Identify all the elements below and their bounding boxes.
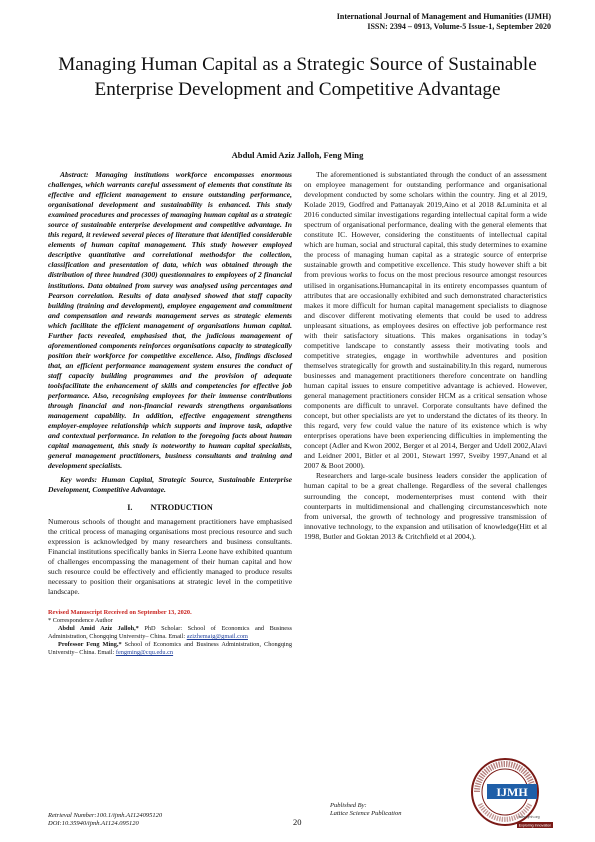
journal-header xyxy=(337,12,551,32)
author1-note xyxy=(48,625,292,641)
publisher-info xyxy=(330,802,401,818)
author1-email[interactable]: azizhemaig@gmail.com xyxy=(186,633,248,641)
revised-note: Revised Manuscript Received on September 13, 2020. xyxy=(48,608,192,616)
author2-note xyxy=(48,641,292,657)
section-title: NTRODUCTION xyxy=(150,502,213,512)
correspondence-note: * Correspondence Author xyxy=(48,617,113,625)
left-column xyxy=(48,170,292,657)
author2-name: Professor Feng Ming,* xyxy=(58,641,122,649)
footer-retrieval xyxy=(48,812,162,828)
journal-name: International Journal of Management and Humanities (IJMH) xyxy=(336,12,551,21)
footnotes xyxy=(48,609,292,658)
author1-affiliation: PhD Scholar: School of Economics and Business Administration, Chongqing University– China. Email: xyxy=(48,625,292,641)
retrieval-number: Retrieval Number:100.1/ijmh.A1124095120 xyxy=(48,812,163,819)
section-heading xyxy=(48,503,292,513)
seal-site: www.ijmh.org xyxy=(518,815,540,819)
seal-abbreviation: IJMH xyxy=(496,785,528,799)
published-by-label: Published By: xyxy=(330,802,367,809)
seal-tagline: Exploring Innovation xyxy=(518,823,552,828)
body-paragraph-1: The aforementioned is substantiated through the conduct of an assessment on employee management for outstanding performance and organisational development conducted by some scholars within the country. Jing et al 2019, Kolade 2019, Godfred and Pattanayak 2019,Aino et al 2018 &Luminita et al 2016 conducted similar investigations regarding intellectual capital form a wide spectrum of organisational performance, dealing with the general elements that constitute IC. However, considering the constituents of intellectual capital which are human, social and structural capital, this study determines to examine the process of managing human capital as a strategic source of enterprise sustainable growth and competitive excellence. This study however shift a bit from previous works to focus on the most precious resource amongst resources utilised in organisations.Humancapital in its entirety encompasses quantum of attributes that are occasionally exhibited and such demonstrated characteristics makes it more difficult for human capital management specialists to diagnose and discover different motivating elements that could be used to address unpleasant situations, as employees desires on effective job performance rest with their satisfactory situations. This makes organisations in today’s competitive landscape to constantly assess their motivating tools and competitive strategies, engage in worthwhile adventures and position themselves strategically for growth and sustainability.In this regard, numerous businesses and management practitioners therefore concentrate on handling human capital issues to ensure competitive advantage is achieved. However, general management practitioners consider HCM as a critical sensation whose components are difficult to unravel. Corporate consultants have defined the concept, but other specialists are yet to understand the dictates of its theory. In this regard, very few could value the nature of its existence which is why enterprises operations have been experiencing difficulties in implementing the concept (Adler and Kwon 2002, Berger et al 2014, Berger and Udell 2002,Alavi and Leidner 2001, Bitler et al 2001, Stewart 1997, Sveiby 1997,Anand et al 2007 & Boot 2000). xyxy=(304,170,547,471)
journal-seal-logo xyxy=(465,756,555,832)
publisher-name: Lattice Science Publication xyxy=(330,810,402,817)
paper-title: Managing Human Capital as a Strategic Source of Sustainable Enterprise Development and Competitive Advantage xyxy=(58,54,537,100)
introduction-paragraph: Numerous schools of thought and management practitioners have emphasised the critical process of managing organisations most precious resource and such expression is acknowledged by many researchers and business consultants. Financial institutions specifically banks in Sierra Leone have exhibited quantum of challenges encompassing the management of their human capital and how such resource could be effectively and efficiently managed to produce results necessary to position their organisations at strategic level in the competitive landscape. xyxy=(48,516,292,596)
doi: DOI:10.35940/ijmh.A1124.095120 xyxy=(48,820,139,827)
body-paragraph-2: Researchers and large-scale business leaders consider the application of human capital to be a great challenge. Regardless of the several challenges surrounding the concept, modernenterprises must contend with their counterparts in multidimensional and challenging circumstanceswhich note from universal, the growth of technology and progressive transmission of innovative technology, to the expansion and utilisation of knowledge(Hitt et al 1998, Butler and Goktan 2013 & Critchfield et al 2004,). xyxy=(304,471,547,541)
author2-affiliation: School of Economics and Business Administration, Chongqing University– China. Email: xyxy=(48,641,292,657)
journal-issn: ISSN: 2394 – 0913, Volume-5 Issue-1, September 2020 xyxy=(367,22,551,31)
paper-authors: Abdul Amid Aziz Jalloh, Feng Ming xyxy=(231,150,364,160)
author2-email[interactable]: fengming@cqu.edu.cn xyxy=(115,649,174,657)
author1-name: Abdul Amid Aziz Jalloh,* xyxy=(58,625,139,633)
abstract: Abstract: Managing institutions workforce encompasses enormous challenges, which warrants careful assessment of elements that constitute its effective and efficient management to ensure outstanding performance, organisational development and sustainability is enhanced. This study examined procedures and processes of managing human capital as a strategic source of sustainable enterprise development and competitive advantage. In this regard, it reviewed several pieces of literature that identified considerable elements of human capital management. This study however employed descriptive quantitative and correlational methodsfor the collection, classification and presentation of data, which was obtained through the distribution of three hundred (300) questionnaires to employees of 2 financial institutions. Data obtained from survey was analysed using percentages and Pearson correlation. Results of data analysed showed that staff capacity building (training and development), employee engagement and commitment and compensation and rewards management serves as strategic elements which facilitate the efficient management of organisations human capital. Further facts revealed, emphasised that, the judicious management of aforementioned components reinforces organisations capacity to strategically position their workforce for competitive excellence. Also, findings disclosed that, an efficient performance management system ensures the conduct of staff capacity building programmes and the provision of adequate toolsfacilitate the enhancement of skills and competencies for effective job performance. Also, recognising employees for their immense contributions through financial and non-financial rewards strengthens organisations management capability. In addition, effective engagement strengthens employer-employee relationship which supports and improve task, adaptive and contextual performance. In relation to the foregoing facts about human capital management, this study is noteworthy to human capital specialists, general management practitioners, business consultants and training and development specialists. xyxy=(48,170,292,471)
page-number: 20 xyxy=(293,817,302,827)
right-column xyxy=(304,170,547,542)
keywords: Key words: Human Capital, Strategic Source, Sustainable Enterprise Development, Competitive Advantage. xyxy=(48,475,292,495)
section-number: I. xyxy=(127,502,133,512)
